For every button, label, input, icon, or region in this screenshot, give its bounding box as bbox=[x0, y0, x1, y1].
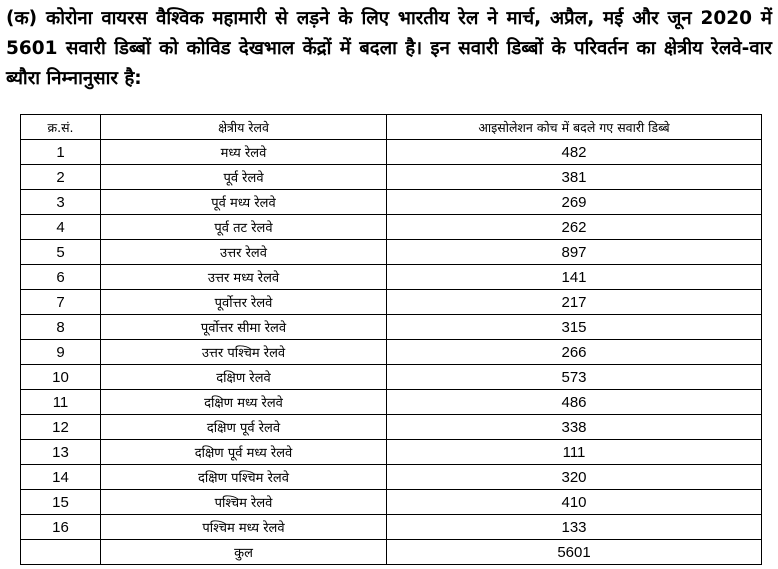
coach-count-cell: 482 bbox=[387, 140, 762, 165]
table-row bbox=[21, 465, 762, 490]
serial-number-cell: 14 bbox=[21, 465, 101, 490]
table-row bbox=[21, 390, 762, 415]
serial-number-cell: 10 bbox=[21, 365, 101, 390]
zonal-railway-cell: उत्तर मध्य रेलवे bbox=[101, 265, 387, 290]
coach-count-cell: 573 bbox=[387, 365, 762, 390]
table-row bbox=[21, 515, 762, 540]
table-row bbox=[21, 165, 762, 190]
header-isolation-coaches: आइसोलेशन कोच में बदले गए सवारी डिब्बे bbox=[387, 115, 762, 140]
zonal-railway-cell: दक्षिण मध्य रेलवे bbox=[101, 390, 387, 415]
coach-count-cell: 897 bbox=[387, 240, 762, 265]
table-row bbox=[21, 265, 762, 290]
coach-count-cell: 269 bbox=[387, 190, 762, 215]
zonal-railway-cell: दक्षिण रेलवे bbox=[101, 365, 387, 390]
serial-number-cell: 16 bbox=[21, 515, 101, 540]
zonal-railway-cell: मध्य रेलवे bbox=[101, 140, 387, 165]
coach-count-cell: 141 bbox=[387, 265, 762, 290]
table-header-row bbox=[21, 115, 762, 140]
serial-number-cell: 1 bbox=[21, 140, 101, 165]
zonal-railway-cell: उत्तर पश्चिम रेलवे bbox=[101, 340, 387, 365]
serial-number-cell: 6 bbox=[21, 265, 101, 290]
zonal-railway-cell: दक्षिण पूर्व मध्य रेलवे bbox=[101, 440, 387, 465]
table-row bbox=[21, 340, 762, 365]
zonal-railway-cell: उत्तर रेलवे bbox=[101, 240, 387, 265]
table-row bbox=[21, 365, 762, 390]
zonal-railway-cell: दक्षिण पश्चिम रेलवे bbox=[101, 465, 387, 490]
zonal-railway-cell: पूर्व मध्य रेलवे bbox=[101, 190, 387, 215]
serial-number-cell: 4 bbox=[21, 215, 101, 240]
table-row bbox=[21, 215, 762, 240]
coach-count-cell: 338 bbox=[387, 415, 762, 440]
zonal-railway-cell: पूर्वोत्तर रेलवे bbox=[101, 290, 387, 315]
coach-count-cell: 133 bbox=[387, 515, 762, 540]
zonal-railway-cell: पूर्व तट रेलवे bbox=[101, 215, 387, 240]
table-body bbox=[21, 140, 762, 540]
serial-number-cell: 8 bbox=[21, 315, 101, 340]
total-row bbox=[21, 540, 762, 565]
coach-count-cell: 381 bbox=[387, 165, 762, 190]
serial-number-cell: 15 bbox=[21, 490, 101, 515]
intro-paragraph: (क) कोरोना वायरस वैश्विक महामारी से लड़ने के लिए भारतीय रेल ने मार्च, अप्रैल, मई और जून 2020 में 5601 सवारी डिब्बों को कोविड देखभाल केंद्रों में बदला है। इन सवारी डिब्बों के परिवर्तन का क्षेत्रीय रेलवे-वार ब्यौरा निम्नानुसार है: bbox=[6, 8, 772, 89]
coach-count-cell: 111 bbox=[387, 440, 762, 465]
header-zonal-railway: क्षेत्रीय रेलवे bbox=[101, 115, 387, 140]
serial-number-cell: 7 bbox=[21, 290, 101, 315]
coach-count-cell: 217 bbox=[387, 290, 762, 315]
header-serial-number: क्र.सं. bbox=[21, 115, 101, 140]
serial-number-cell: 9 bbox=[21, 340, 101, 365]
coach-count-cell: 410 bbox=[387, 490, 762, 515]
total-label: कुल bbox=[101, 540, 387, 565]
table-row bbox=[21, 315, 762, 340]
serial-number-cell: 12 bbox=[21, 415, 101, 440]
total-value: 5601 bbox=[387, 540, 762, 565]
coach-count-cell: 262 bbox=[387, 215, 762, 240]
zonal-railway-cell: पश्चिम रेलवे bbox=[101, 490, 387, 515]
zonal-railway-cell: पूर्व रेलवे bbox=[101, 165, 387, 190]
coach-count-cell: 266 bbox=[387, 340, 762, 365]
table-row bbox=[21, 490, 762, 515]
total-serial-cell bbox=[21, 540, 101, 565]
serial-number-cell: 2 bbox=[21, 165, 101, 190]
serial-number-cell: 11 bbox=[21, 390, 101, 415]
table-row bbox=[21, 415, 762, 440]
zonal-railway-cell: पश्चिम मध्य रेलवे bbox=[101, 515, 387, 540]
table-row bbox=[21, 140, 762, 165]
table-row bbox=[21, 190, 762, 215]
table-row bbox=[21, 240, 762, 265]
coach-count-cell: 486 bbox=[387, 390, 762, 415]
table-row bbox=[21, 440, 762, 465]
zonal-railway-cell: पूर्वोत्तर सीमा रेलवे bbox=[101, 315, 387, 340]
zonal-railway-cell: दक्षिण पूर्व रेलवे bbox=[101, 415, 387, 440]
serial-number-cell: 5 bbox=[21, 240, 101, 265]
coach-count-cell: 315 bbox=[387, 315, 762, 340]
coach-count-cell: 320 bbox=[387, 465, 762, 490]
zone-wise-coach-table bbox=[20, 114, 762, 565]
serial-number-cell: 13 bbox=[21, 440, 101, 465]
serial-number-cell: 3 bbox=[21, 190, 101, 215]
table-row bbox=[21, 290, 762, 315]
